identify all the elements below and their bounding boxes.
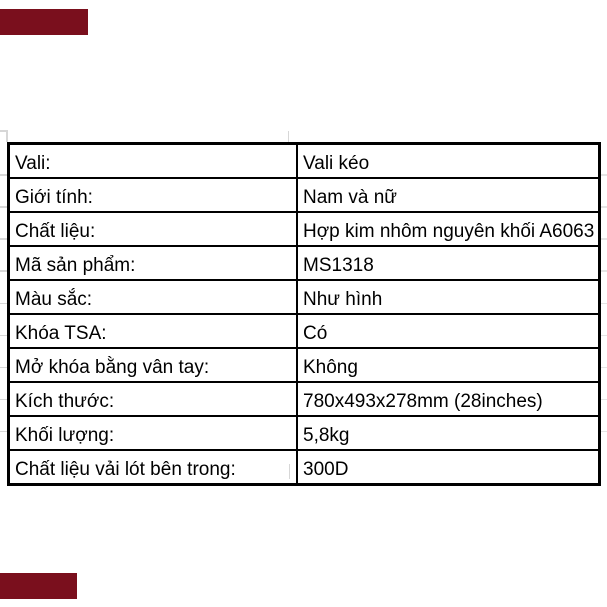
spec-value-cell: 5,8kg xyxy=(297,416,600,450)
spec-row xyxy=(9,144,600,179)
spec-value-cell: 780x493x278mm (28inches) xyxy=(297,382,600,416)
spec-value-cell: Như hình xyxy=(297,280,600,314)
gridline-tick xyxy=(0,206,7,208)
gridline-tick xyxy=(0,238,7,240)
spec-label-cell: Khóa TSA: xyxy=(9,314,298,348)
spec-row xyxy=(9,280,600,314)
gridline-tick xyxy=(0,174,7,176)
spec-value-cell: Vali kéo xyxy=(297,144,600,179)
spec-row xyxy=(9,348,600,382)
spec-table xyxy=(7,142,601,486)
spec-label-cell: Kích thước: xyxy=(9,382,298,416)
gridline-tick xyxy=(288,131,290,142)
spec-value-cell: 300D xyxy=(297,450,600,485)
spec-value-cell: Không xyxy=(297,348,600,382)
gridline-tick xyxy=(601,206,607,208)
bottom-left-decoration-bar xyxy=(0,573,77,599)
gridline-tick xyxy=(0,303,7,305)
spec-label-cell: Vali: xyxy=(9,144,298,179)
spec-row xyxy=(9,382,600,416)
spec-label-cell: Chất liệu vải lót bên trong: xyxy=(9,450,298,485)
gridline-tick xyxy=(0,367,7,369)
spec-label-cell: Khối lượng: xyxy=(9,416,298,450)
spec-row xyxy=(9,416,600,450)
spec-row xyxy=(9,178,600,212)
spec-label-cell: Chất liệu: xyxy=(9,212,298,246)
gridline-tick xyxy=(601,270,607,272)
gridline-tick xyxy=(601,335,607,337)
spec-label-cell: Màu sắc: xyxy=(9,280,298,314)
spec-label-cell: Giới tính: xyxy=(9,178,298,212)
gridline-tick xyxy=(601,431,607,433)
spec-row xyxy=(9,246,600,280)
spec-table-body xyxy=(9,144,600,485)
gridline-tick xyxy=(601,238,607,240)
spec-row xyxy=(9,212,600,246)
gridline-tick xyxy=(601,174,607,176)
gridline-tick xyxy=(0,431,7,433)
spec-label-cell: Mở khóa bằng vân tay: xyxy=(9,348,298,382)
spec-label-cell: Mã sản phẩm: xyxy=(9,246,298,280)
spec-value-cell: Có xyxy=(297,314,600,348)
spec-value-cell: Nam và nữ xyxy=(297,178,600,212)
spec-row xyxy=(9,450,600,485)
gridline-tick xyxy=(0,335,7,337)
spec-row xyxy=(9,314,600,348)
spec-value-cell: MS1318 xyxy=(297,246,600,280)
gridline-tick xyxy=(601,399,607,401)
spec-value-cell: Hợp kim nhôm nguyên khối A6063 xyxy=(297,212,600,246)
gridline-tick xyxy=(601,303,607,305)
top-left-decoration-bar xyxy=(0,9,88,35)
gridline-tick xyxy=(0,270,7,272)
gridline-tick xyxy=(0,399,7,401)
gridline-tick xyxy=(601,367,607,369)
gridline-tick xyxy=(6,130,8,142)
